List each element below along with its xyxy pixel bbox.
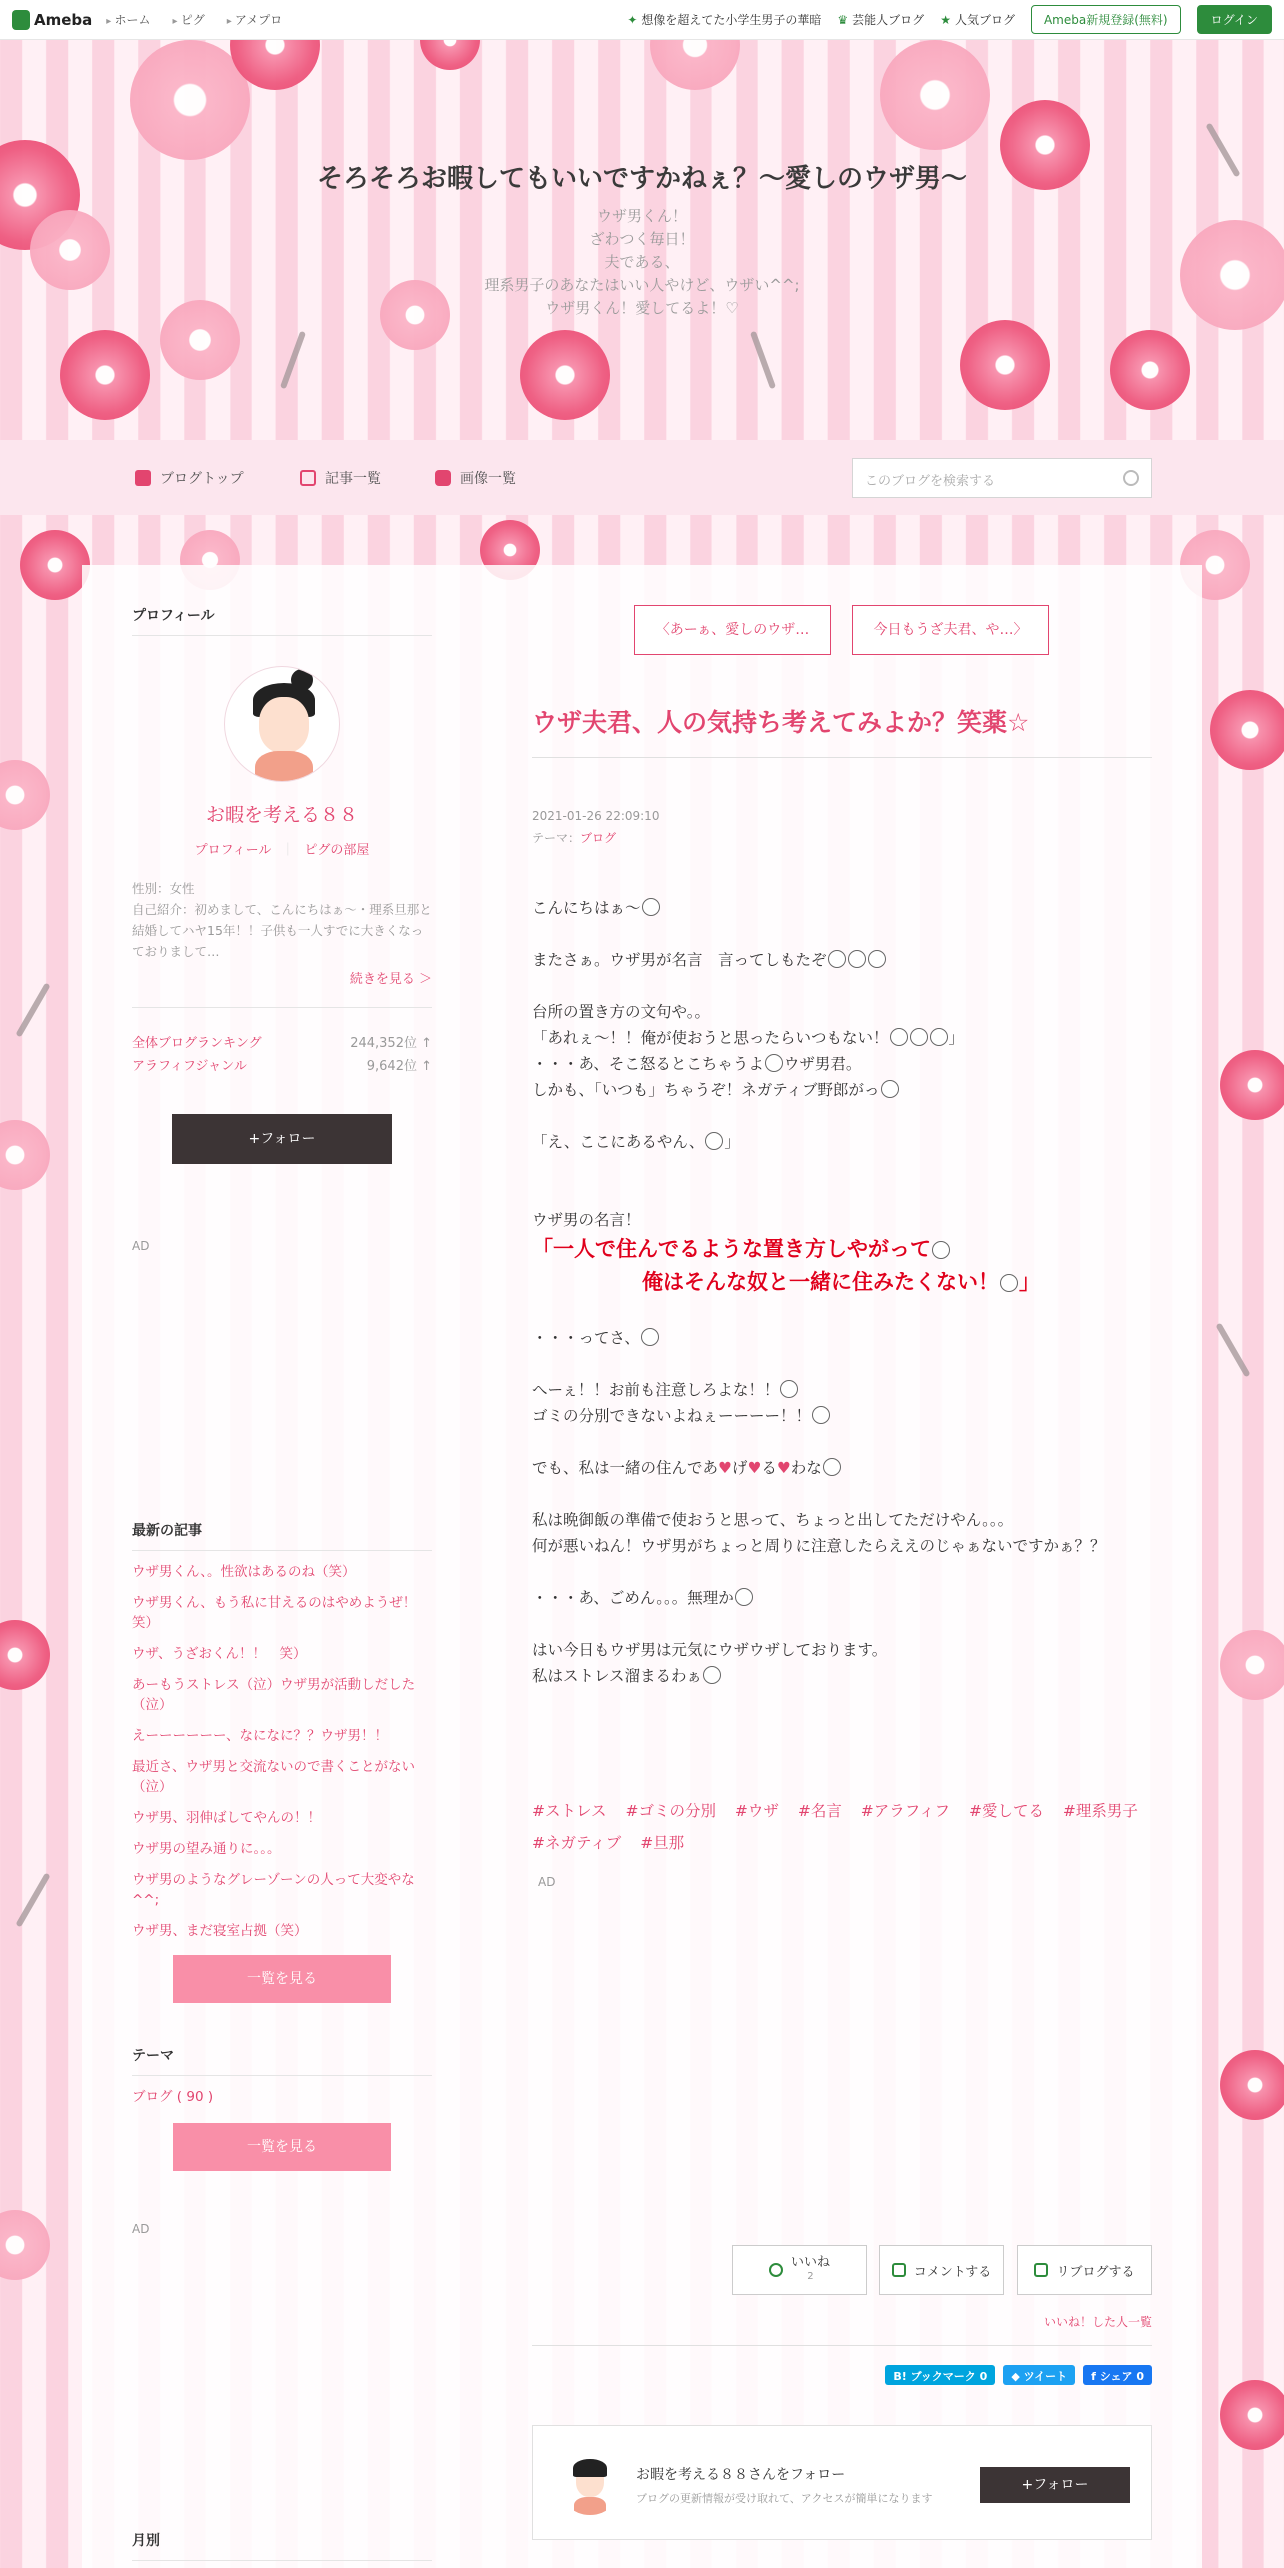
nav-article-list[interactable]: 記事一覧 — [300, 468, 381, 488]
hashtag[interactable]: #ネガティブ — [532, 1834, 622, 1852]
emoji-icon — [765, 1054, 783, 1072]
emoji-icon — [642, 898, 660, 916]
emoji-icon — [705, 1132, 723, 1150]
avatar[interactable] — [224, 666, 340, 782]
facebook-share-button[interactable]: f シェア 0 — [1083, 2365, 1152, 2385]
emoji-icon — [890, 1028, 908, 1046]
blog-header — [0, 40, 1284, 440]
smile-icon — [769, 2263, 783, 2277]
emoji-icon — [735, 1588, 753, 1606]
emoji-icon — [641, 1328, 659, 1346]
recent-heading: 最新の記事 — [132, 1520, 432, 1551]
theme-heading: テーマ — [132, 2045, 432, 2076]
recent-item[interactable]: あーもうストレス（泣）ウザ男が活動しだした（泣） — [132, 1677, 416, 1713]
emoji-icon — [932, 1241, 950, 1259]
blog-nav — [0, 440, 1284, 515]
theme-item[interactable]: ブログ ( 90 ) — [132, 2089, 214, 2105]
profile-info: 性別：女性 自己紹介：初めまして、こんにちはぁ〜・理系旦那と結婚してハヤ15年！！子供も一人すでに大きくなっておりまして… — [132, 881, 432, 959]
article-meta: 2021-01-26 22:09:10 テーマ：ブログ — [532, 805, 659, 849]
liked-users-link[interactable]: いいね！した人一覧 — [1043, 2315, 1152, 2329]
blog-top-icon — [135, 470, 151, 486]
popular-blog-link[interactable]: ★ 人気ブログ — [940, 13, 1015, 27]
facebook-icon: f — [1091, 2370, 1096, 2383]
recent-item[interactable]: ウザ男くん、。性欲はあるのね（笑） — [132, 1564, 356, 1580]
recent-item[interactable]: ウザ男の望み通りに。。。 — [132, 1841, 281, 1857]
highlight-quote: 「一人で住んでるような置き方しやがって — [532, 1233, 1152, 1266]
emoji-icon — [780, 1380, 798, 1398]
hashtag[interactable]: #ストレス — [532, 1802, 607, 1820]
ad-label: AD — [132, 2222, 150, 2236]
profile-heading: プロフィール — [132, 605, 432, 636]
camera-icon — [435, 470, 451, 486]
avatar[interactable] — [558, 2451, 622, 2515]
blog-search-input[interactable]: このブログを検索する — [852, 458, 1152, 498]
blog-description: ウザ男くん！ ざわつく毎日！ 夫である、 理系男子のあなたはいい人やけど、ウザい^^; ウザ男くん！愛してるよ！♡ — [484, 207, 800, 317]
emoji-icon — [930, 1028, 948, 1046]
next-article-button[interactable]: 今日もうざ夫君、や…〉 — [852, 605, 1049, 655]
follow-button[interactable]: +フォロー — [980, 2467, 1130, 2503]
profile-more-link[interactable]: 続きを見る ＞ — [349, 972, 432, 987]
follow-box-title: お暇を考える８８さんをフォロー — [636, 2467, 846, 2483]
comment-button[interactable]: コメントする — [879, 2245, 1004, 2295]
chevron-left-icon: 〈 — [655, 622, 670, 638]
ad-label: AD — [538, 1875, 556, 1889]
celebrity-blog-link[interactable]: ♛ 芸能人ブログ — [837, 13, 925, 27]
chevron-right-icon: 〉 — [1013, 622, 1028, 638]
follow-box-subtitle: ブログの更新情報が受け取れて、アクセスが簡単になります — [636, 2492, 933, 2505]
nav-home[interactable]: ▸ ホーム — [106, 11, 150, 28]
recent-item[interactable]: ウザ男、羽伸ばしてやんの！！ — [132, 1810, 321, 1826]
hatena-bookmark-button[interactable]: B! ブックマーク 0 — [885, 2365, 995, 2385]
article-theme-link[interactable]: ブログ — [580, 831, 617, 845]
nav-pigg[interactable]: ▸ ピグ — [173, 11, 205, 28]
ranking-overall[interactable]: 全体ブログランキング 244,352位 ↑ — [132, 1036, 432, 1051]
ranking-genre[interactable]: アラフィフジャンル 9,642位 ↑ — [132, 1059, 432, 1074]
theme-more-button[interactable]: 一覧を見る — [173, 2123, 391, 2171]
hashtags — [532, 1795, 1152, 1859]
star-icon: ★ — [940, 13, 951, 27]
hashtag[interactable]: #理系男子 — [1062, 1802, 1138, 1820]
emoji-icon — [703, 1666, 721, 1684]
recent-item[interactable]: ウザ男のようなグレーゾーンの人って大変やな^^; — [132, 1872, 415, 1908]
highlight-quote: 俺はそんな奴と一緒に住みたくない！ 」 — [642, 1270, 1040, 1294]
recent-item[interactable]: 最近さ、ウザ男と交流ないので書くことがない（泣） — [132, 1759, 415, 1795]
follow-box — [532, 2425, 1152, 2540]
like-count: 2 — [807, 2271, 814, 2282]
recent-item[interactable]: ウザ男、まだ寝室占拠（笑） — [132, 1923, 308, 1939]
recent-item[interactable]: ウザ、うざおくん！！ 笑） — [132, 1646, 307, 1662]
emoji-icon — [848, 950, 866, 968]
register-button[interactable]: Ameba新規登録(無料) — [1031, 5, 1181, 34]
ad-label: AD — [132, 1239, 150, 1253]
like-button[interactable]: いいね 2 — [732, 2245, 867, 2295]
twitter-icon: ◆ — [1011, 2370, 1020, 2383]
reblog-icon — [1034, 2263, 1048, 2277]
main-panel — [82, 565, 1202, 2568]
hashtag[interactable]: #アラフィフ — [860, 1802, 951, 1820]
prev-article-button[interactable]: 〈あーぁ、愛しのウザ… — [634, 605, 831, 655]
recent-item[interactable]: ウザ男くん、もう私に甘えるのはやめようぜ！笑） — [132, 1595, 417, 1631]
ameba-logo[interactable]: Ameba — [12, 10, 92, 30]
hashtag[interactable]: #ゴミの分別 — [625, 1802, 716, 1820]
nav-amepro[interactable]: ▸ アメプロ — [227, 11, 282, 28]
article-body: こんにちはぁ〜 またさぁ。ウザ男が名言 言ってしもたぞ 台所の置き方の文句や。。 「あれぇ〜！！俺が使おうと思ったらいつもない！ 」 ・・・あ、そこ怒るとこちゃうよ ウザ男君。 しかも、「いつも」ちゃうぞ！ネガティブ野郎がっ 「え、ここにあるやん、 」 ウザ男の名言！ 「一人で住んでるような置き方しやがって 俺はそんな奴と一緒に住みたくない！ 」 ・・・ってさ、 へーぇ！！お前も注意しろよな！！ ゴミの分別できないよねぇーーーー！！ でも、私は一緒の住んであ♥げ♥る♥わな 私は晩御飯の準備で使おうと思って、ちょっと出してただけやん。。。 何が悪いねん！ウザ男がちょっと周りに注意したらええのじゃぁないですかぁ？？ ・・・あ、ごめん。。。無理か はい今日もウザ男は元気にウザウザしております。 私はストレス溜まるわぁ — [532, 895, 1152, 1689]
global-header — [0, 0, 1284, 40]
emoji-icon — [881, 1080, 899, 1098]
article-title[interactable]: ウザ夫君、人の気持ち考えてみよか？笑薬☆ — [532, 703, 1152, 758]
pigg-room-link[interactable]: ピグの部屋 — [304, 843, 370, 858]
blog-title[interactable]: そろそろお暇してもいいですかねぇ？〜愛しのウザ男〜 — [316, 164, 967, 194]
list-icon — [300, 470, 316, 486]
follow-button[interactable]: +フォロー — [172, 1114, 392, 1164]
hashtag[interactable]: #ウザ — [734, 1802, 779, 1820]
featured-link[interactable]: ✦ 想像を超えてた小学生男子の華暗 — [627, 13, 822, 27]
search-icon[interactable] — [1123, 470, 1139, 486]
emoji-icon — [868, 950, 886, 968]
recent-item[interactable]: えーーーーーー、なになに？？ウザ男！！ — [132, 1728, 388, 1744]
nav-blog-top[interactable]: ブログトップ — [135, 468, 244, 488]
reblog-button[interactable]: リブログする — [1017, 2245, 1152, 2295]
hashtag[interactable]: #名言 — [797, 1802, 842, 1820]
recent-more-button[interactable]: 一覧を見る — [173, 1955, 391, 2003]
profile-name[interactable]: お暇を考える８８ — [205, 804, 358, 826]
emoji-icon — [828, 950, 846, 968]
monthly-heading: 月別 — [132, 2530, 432, 2561]
article-date: 2021-01-26 22:09:10 — [532, 809, 660, 823]
profile-link[interactable]: プロフィール — [194, 843, 272, 858]
ameba-logo-icon — [12, 10, 30, 30]
nav-image-list[interactable]: 画像一覧 — [435, 468, 516, 488]
crown-icon: ♛ — [837, 13, 849, 27]
tweet-button[interactable]: ◆ ツイート — [1003, 2365, 1075, 2385]
login-button[interactable]: ログイン — [1197, 5, 1272, 34]
emoji-icon — [823, 1458, 841, 1476]
emoji-icon — [812, 1406, 830, 1424]
emoji-icon — [1000, 1274, 1018, 1292]
emoji-icon — [910, 1028, 928, 1046]
sidebar: プロフィール お暇を考える８８ プロフィール ｜ ピグの部屋 性別：女性 自己紹介：初めまして、こんにちはぁ〜・理系旦那と結婚してハヤ15年！！子供も一人すでに大きくなっておりまして… 続きを見る ＞ 全体ブログランキング 244,352位 ↑ アラフィフジャンル 9,642位 ↑ +フォロー AD 最新の記事 ウザ男くん、。性欲はあるのね（笑） ウザ男くん、もう私に甘えるのはやめようぜ！笑） ウザ、うざおくん！！ 笑） あーもうストレス（泣）ウザ男が活動しだした（泣） えーーーーーー、なになに？？ウザ男！！ 最近さ、ウザ男と交流ないので書くことがない（泣） ウザ男、羽伸ばしてやんの！！ ウザ男の望み通りに。。。 ウザ男のようなグレーゾーンの人って大変やな^^; ウザ男、まだ寝室占拠（笑） 一覧を見る テーマ ブログ ( 90 ) 一覧を見る AD 月別 — [132, 605, 432, 1253]
comment-icon — [892, 2263, 906, 2277]
star-icon: ✦ — [627, 13, 638, 27]
hashtag[interactable]: #愛してる — [968, 1802, 1044, 1820]
hashtag[interactable]: #旦那 — [640, 1834, 685, 1852]
share-buttons — [885, 2365, 1152, 2385]
